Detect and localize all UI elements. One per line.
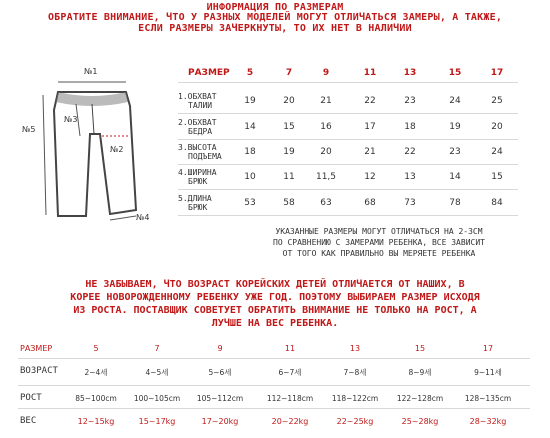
size-row-label: [178, 168, 217, 186]
row-label-line2: БРЮК: [188, 203, 208, 212]
size-cell: 21: [364, 147, 376, 157]
age-table-header-label: РАЗМЕР: [20, 344, 53, 353]
age-row-label: РОСТ: [20, 393, 42, 403]
size-row-label: [178, 118, 217, 136]
age-cell: 9~11세: [474, 368, 502, 377]
size-header-cell: 11: [363, 68, 377, 78]
info-title: ИНФОРМАЦИЯ ПО РАЗМЕРАМ: [206, 2, 344, 13]
size-cell: 11,5: [315, 172, 337, 182]
row-label-line1: ШИРИНА: [187, 168, 217, 177]
size-cell: 14: [449, 172, 461, 182]
age-size-header-cell: 15: [414, 344, 426, 353]
size-cell: 22: [364, 96, 376, 106]
row-number: 5.: [178, 194, 188, 203]
size-cell: 63: [320, 198, 332, 208]
age-cell: 5~6세: [208, 368, 232, 377]
divider: [178, 82, 518, 83]
size-cell: 12: [364, 172, 376, 182]
age-size-header-cell: 9: [217, 344, 223, 353]
size-cell: 19: [449, 122, 461, 132]
row-label-line1: ВЫСОТА: [187, 143, 217, 152]
size-cell: 23: [404, 96, 416, 106]
row-divider: [178, 164, 518, 165]
size-header-cell: 9: [322, 68, 330, 78]
size-cell: 14: [244, 122, 256, 132]
age-cell: 4~5세: [145, 368, 169, 377]
row-number: 4.: [178, 168, 188, 177]
size-header-cell: 13: [403, 68, 417, 78]
row-divider: [178, 113, 518, 114]
size-header-cell: 17: [490, 68, 504, 78]
age-cell: 15~17kg: [138, 417, 176, 426]
age-cell: 118~122cm: [331, 394, 379, 403]
note-line: УКАЗАННЫЕ РАЗМЕРЫ МОГУТ ОТЛИЧАТЬСЯ НА 2-3СМ: [275, 227, 483, 236]
paragraph-line: ЛУЧШЕ НА ВЕС РЕБЕНКА.: [211, 318, 339, 329]
size-header-label: РАЗМЕР: [188, 68, 230, 78]
size-cell: 24: [449, 96, 461, 106]
age-cell: 20~22kg: [271, 417, 309, 426]
size-cell: 23: [449, 147, 461, 157]
age-cell: 85~100cm: [75, 394, 117, 403]
size-cell: 24: [491, 147, 503, 157]
label-2: №2: [110, 145, 124, 154]
size-cell: 20: [283, 96, 295, 106]
size-cell: 25: [491, 96, 503, 106]
row-number: 3.: [178, 143, 188, 152]
age-cell: 122~128cm: [396, 394, 444, 403]
waistband: [56, 92, 128, 106]
note-line: ПО СРАВНЕНИЮ С ЗАМЕРАМИ РЕБЕНКА, ВСЕ ЗАВИСИТ: [273, 238, 485, 247]
size-row-label: [178, 92, 217, 110]
size-cell: 13: [404, 172, 416, 182]
age-cell: 25~28kg: [401, 417, 439, 426]
age-cell: 128~135cm: [464, 394, 512, 403]
age-cell: 12~15kg: [77, 417, 115, 426]
size-cell: 10: [244, 172, 256, 182]
row-label-line2: ПОДЪЕМА: [188, 152, 222, 161]
size-cell: 68: [364, 198, 376, 208]
row-label-line2: ТАЛИИ: [188, 101, 213, 110]
size-cell: 15: [283, 122, 295, 132]
row-divider: [178, 189, 518, 190]
age-cell: 6~7세: [278, 368, 302, 377]
paragraph-line: КОРЕЕ НОВОРОЖДЕННОМУ РЕБЕНКУ УЖЕ ГОД. ПОЭТОМУ ВЫБИРАЕМ РАЗМЕР ИСХОДЯ: [70, 292, 480, 303]
size-header-cell: 15: [448, 68, 462, 78]
size-header-cell: 5: [246, 68, 254, 78]
age-cell: 7~8세: [343, 368, 367, 377]
row-label-line2: БРЮК: [188, 177, 208, 186]
age-cell: 100~105cm: [133, 394, 181, 403]
pants-outline: [54, 92, 136, 216]
size-cell: 58: [283, 198, 295, 208]
row-label-line1: ОБХВАТ: [187, 92, 217, 101]
size-cell: 20: [320, 147, 332, 157]
row-divider: [178, 139, 518, 140]
age-size-header-cell: 11: [284, 344, 296, 353]
age-cell: 2~4세: [84, 368, 108, 377]
size-cell: 20: [491, 122, 503, 132]
size-cell: 16: [320, 122, 332, 132]
label-1: №1: [84, 67, 98, 76]
note-line: ОТ ТОГО КАК ПРАВИЛЬНО ВЫ МЕРЯЕТЕ РЕБЕНКА: [282, 249, 476, 258]
age-row-divider: [18, 358, 530, 359]
age-size-header-cell: 7: [154, 344, 160, 353]
info-line-3: ЕСЛИ РАЗМЕРЫ ЗАЧЕРКНУТЫ, ТО ИХ НЕТ В НАЛИЧИИ: [138, 23, 412, 34]
size-row-label: [178, 194, 212, 212]
row-label-line1: ДЛИНА: [187, 194, 212, 203]
size-row-label: [178, 143, 222, 161]
label-5: №5: [22, 125, 36, 134]
age-size-header-cell: 17: [482, 344, 494, 353]
size-note: [241, 226, 517, 259]
age-size-header-cell: 13: [349, 344, 361, 353]
age-size-header-cell: 5: [93, 344, 99, 353]
size-cell: 53: [244, 198, 256, 208]
size-cell: 22: [404, 147, 416, 157]
size-cell: 84: [491, 198, 503, 208]
size-cell: 78: [449, 198, 461, 208]
age-cell: 28~32kg: [469, 417, 507, 426]
pants-measurement-diagram: [18, 60, 168, 235]
age-cell: 22~25kg: [336, 417, 374, 426]
paragraph-line: НЕ ЗАБЫВАЕМ, ЧТО ВОЗРАСТ КОРЕЙСКИХ ДЕТЕЙ ОТЛИЧАЕТСЯ ОТ НАШИХ, В: [85, 279, 465, 290]
row-label-line2: БЕДРА: [188, 127, 213, 136]
row-number: 2.: [178, 118, 188, 127]
size-cell: 19: [244, 96, 256, 106]
label-3: №3: [64, 115, 78, 124]
size-cell: 18: [244, 147, 256, 157]
size-cell: 73: [404, 198, 416, 208]
age-row-divider: [18, 385, 530, 386]
age-cell: 112~118cm: [266, 394, 314, 403]
age-cell: 8~9세: [408, 368, 432, 377]
age-cell: 105~112cm: [196, 394, 244, 403]
size-cell: 18: [404, 122, 416, 132]
row-divider: [178, 215, 518, 216]
size-cell: 17: [364, 122, 376, 132]
size-cell: 19: [283, 147, 295, 157]
size-cell: 11: [283, 172, 295, 182]
row-label-line1: ОБХВАТ: [187, 118, 217, 127]
label-4: №4: [136, 213, 150, 222]
age-row-divider: [18, 408, 530, 409]
age-row-label: ВЕС: [20, 416, 37, 426]
size-cell: 21: [320, 96, 332, 106]
age-row-label: ВОЗРАСТ: [20, 366, 58, 376]
age-warning-paragraph: [0, 278, 550, 330]
paragraph-line: ИЗ РОСТА. ПОСТАВЩИК СОВЕТУЕТ ОБРАТИТЬ ВНИМАНИЕ НЕ ТОЛЬКО НА РОСТ, А: [73, 305, 477, 316]
row-number: 1.: [178, 92, 188, 101]
size-header-cell: 7: [285, 68, 293, 78]
size-cell: 15: [491, 172, 503, 182]
age-cell: 17~20kg: [201, 417, 239, 426]
info-line-2: ОБРАТИТЕ ВНИМАНИЕ, ЧТО У РАЗНЫХ МОДЕЛЕЙ МОГУТ ОТЛИЧАТЬСЯ ЗАМЕРЫ, А ТАКЖЕ,: [47, 12, 503, 23]
